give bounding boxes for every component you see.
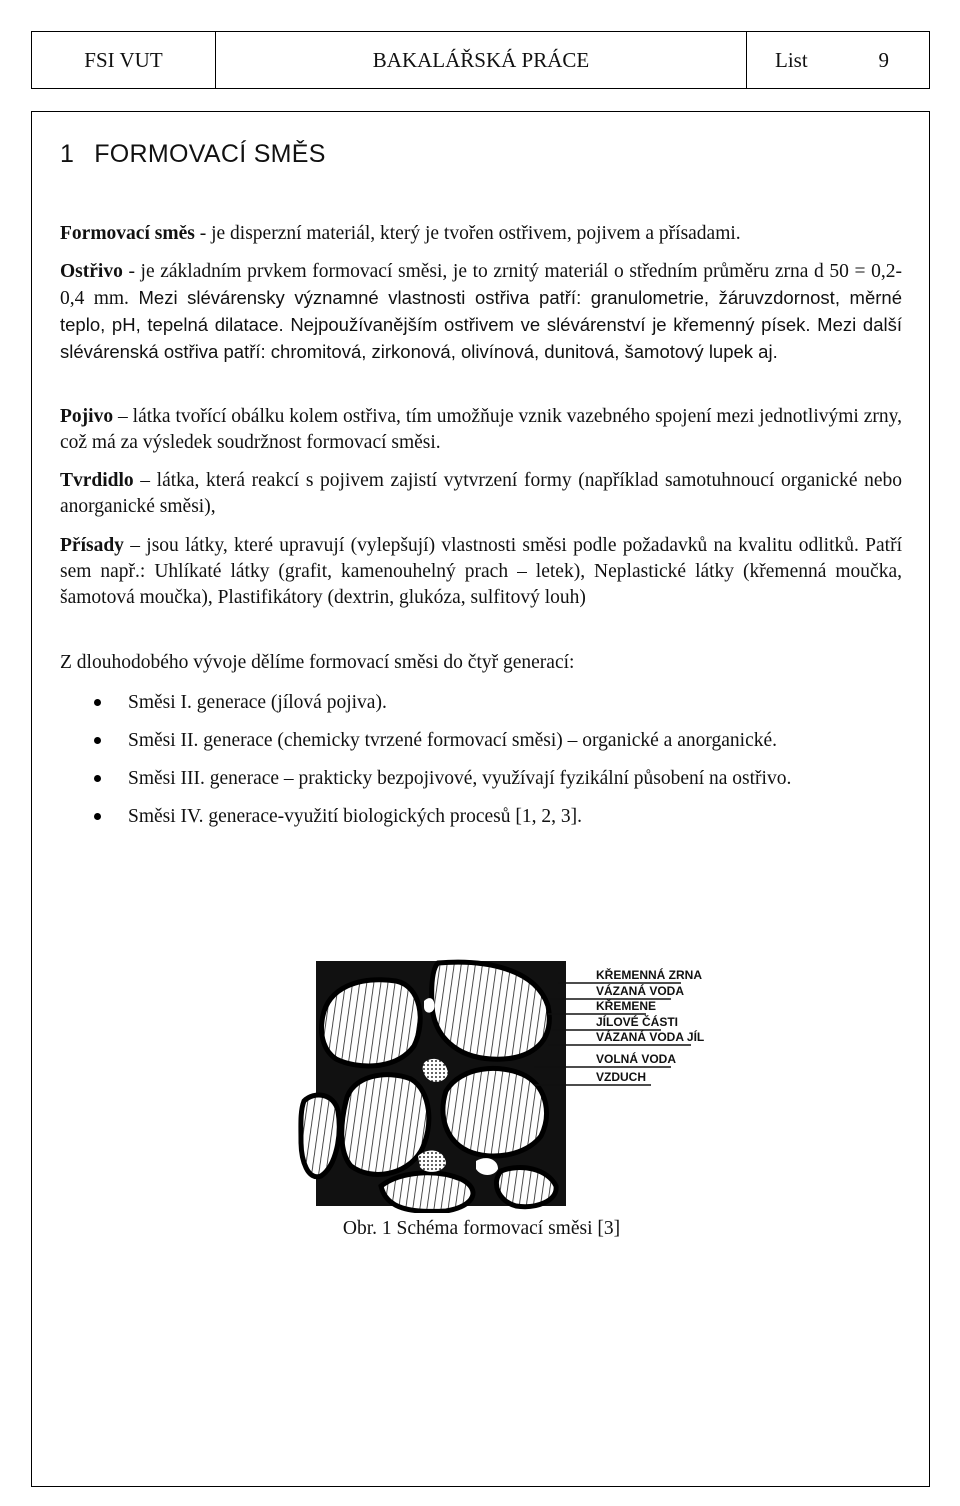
header-school: FSI VUT	[32, 32, 216, 88]
header-thesis-type: BAKALÁŘSKÁ PRÁCE	[216, 32, 747, 88]
header-page-info	[747, 32, 929, 88]
free-water	[424, 998, 434, 1012]
generations-list	[60, 684, 902, 830]
quartz-grain	[381, 1173, 473, 1212]
bullet-icon	[94, 737, 101, 744]
quartz-grain	[322, 980, 421, 1066]
list-item	[60, 766, 902, 792]
chapter-number: 1	[60, 140, 75, 168]
label-air: VZDUCH	[596, 1070, 646, 1084]
definition-text: – látka, která reakcí s pojivem zajistí vytvrzení formy (například samotuhnoucí organické nebo anorganické směsi),	[60, 470, 902, 517]
list-item-text: Směsi IV. generace-využití biologických procesů [1, 2, 3].	[128, 806, 582, 827]
paragraph-prisady	[60, 533, 902, 611]
paragraph-generations-intro: Z dlouhodobého vývoje dělíme formovací směsi do čtyř generací:	[60, 652, 575, 673]
bullet-icon	[94, 775, 101, 782]
list-item-text: Směsi I. generace (jílová pojiva).	[128, 692, 387, 713]
molding-mix-diagram	[286, 951, 736, 1213]
label-quartz-grains: KŘEMENNÁ ZRNA	[596, 968, 702, 982]
term-formovaci-smes: Formovací směs	[60, 223, 195, 244]
list-item	[60, 728, 902, 754]
paragraph-ostrivo	[60, 259, 902, 366]
paragraph-tvrdidlo	[60, 468, 902, 520]
label-bound-water: VÁZANÁ VODA	[596, 984, 685, 998]
definition-text: : Uhlíkaté látky (grafit, kamenouhelný prach – letek), Neplastické látky (křemenná moučka, šamotová moučka), Plastifikátory (dextrin, glukóza, sulfitový louh)	[60, 561, 902, 608]
list-item-text: Směsi II. generace (chemicky tvrzené formovací směsi) – organické a anorganické.	[128, 730, 778, 751]
chapter-title: FORMOVACÍ SMĚS	[94, 140, 326, 168]
list-item-text: Směsi III. generace – prakticky bezpojivové, využívají fyzikální působení na ostřivo.	[128, 768, 792, 789]
definition-text: – látka tvořící obálku kolem ostřiva, tím umožňuje vznik vazebného spojení mezi jednotlivými zrny, což má za výsledek soudržnost formovací směsi.	[60, 406, 902, 453]
list-item	[60, 804, 902, 830]
list-item	[60, 690, 902, 716]
term-pojivo: Pojivo	[60, 406, 114, 427]
term-ostrivo: Ostřivo	[60, 261, 123, 282]
bullet-icon	[94, 813, 101, 820]
bullet-icon	[94, 699, 101, 706]
definition-text: – jsou látky, které upravují (vylepšují) vlastnosti směsi podle požadavků na kvalitu odlitků. Patří sem např.	[60, 535, 902, 582]
header-page-number: 9	[878, 47, 889, 72]
quartz-grain	[443, 1068, 546, 1156]
term-prisady: Přísady	[60, 535, 124, 556]
figure-caption: Obr. 1 Schéma formovací směsi [3]	[342, 1218, 621, 1239]
figure-molding-mix-scheme	[286, 951, 736, 1213]
term-tvrdidlo: Tvrdidlo	[60, 470, 134, 491]
page-header	[31, 31, 930, 89]
quartz-grain	[342, 1075, 429, 1175]
label-bound-water-clay: VÁZANÁ VODA JÍL	[596, 1030, 705, 1044]
quartz-grain	[301, 1095, 339, 1177]
label-clay-particles: JÍLOVÉ ČÁSTI	[596, 1015, 679, 1029]
page-frame	[31, 111, 930, 1487]
chapter-heading	[60, 140, 326, 169]
definition-text-sans: Mezi slévárensky významné vlastnosti ostřiva patří: granulometrie, žáruvzdornost, měrné teplo, pH, tepelná dilatace. Nejpoužívanějším ostřivem ve slévárenství je křemenný písek. Mezi další slévárenská ostřiva patří: chromitová, zirkonová, olivínová, dunitová, šamotový lupek aj.	[60, 287, 902, 362]
header-list-label: List	[775, 47, 808, 72]
label-free-water: VOLNÁ VODA	[596, 1052, 677, 1066]
definition-text: - je disperzní materiál, který je tvořen ostřivem, pojivem a přísadami.	[194, 223, 741, 244]
label-quartz: KŘEMENE	[596, 999, 657, 1013]
paragraph-formovaci-smes	[60, 221, 902, 247]
definition-text: - je základním prvkem formovací směsi, je to zrnitý materiál o středním průměru zrna d 50 = 0,2-0,4 mm.	[60, 261, 902, 309]
quartz-grain	[496, 1167, 556, 1206]
paragraph-pojivo	[60, 404, 902, 456]
